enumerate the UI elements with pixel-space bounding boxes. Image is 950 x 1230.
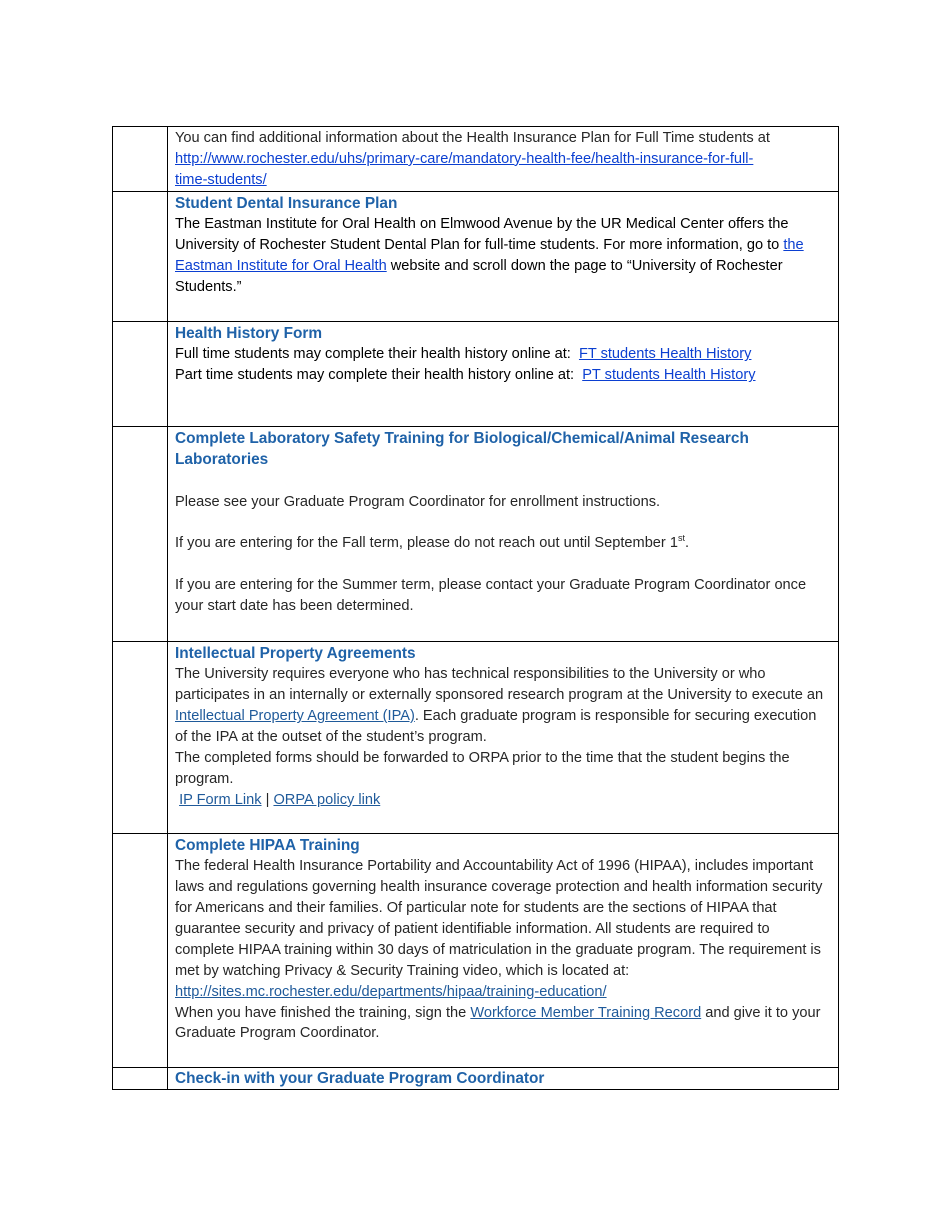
ipa-link[interactable]: Intellectual Property Agreement (IPA) [175, 708, 415, 725]
checkbox-cell [113, 426, 168, 641]
checkbox-cell [113, 641, 168, 833]
coordinator-checkin-heading: Check-in with your Graduate Program Coordinator [175, 1069, 545, 1087]
ip-agreements-text: The University requires everyone who has technical responsibilities to the University or who participates in an internally or externally sponsored research program at the University to execute an [175, 666, 824, 704]
ft-health-history-link[interactable]: FT students Health History [578, 346, 752, 363]
insurance-info-text: You can find additional information about the Health Insurance Plan for Full Time students at [175, 130, 770, 146]
hipaa-heading: Complete HIPAA Training [175, 836, 360, 854]
content-cell [168, 426, 839, 641]
workforce-training-record-link[interactable]: Workforce Member Training Record [470, 1004, 702, 1021]
hipaa-signoff-text-end: and give it to your Graduate Program Coordinator. [175, 1004, 821, 1042]
pt-health-history-text: Part time students may complete their health history online at: [175, 367, 575, 384]
orpa-forward-text: The completed forms should be forwarded to ORPA prior to the time that the student begins the program. [175, 749, 790, 787]
orpa-policy-link[interactable]: ORPA policy link [273, 791, 381, 808]
table-row [113, 641, 839, 833]
table-row [113, 321, 839, 426]
requirements-table [112, 126, 839, 1090]
content-cell [168, 127, 839, 192]
checkbox-cell [113, 833, 168, 1067]
table-row [113, 127, 839, 192]
table-row [113, 1067, 839, 1090]
health-history-heading: Health History Form [175, 324, 323, 342]
ip-agreements-text-end: . Each graduate program is responsible for securing execution of the IPA at the outset of the student’s program. [175, 708, 817, 745]
lab-safety-heading: Complete Laboratory Safety Training for Biological/Chemical/Animal Research Laboratories [175, 429, 749, 469]
table-row [113, 426, 839, 641]
hipaa-training-link[interactable]: http://sites.mc.rochester.edu/departments/hipaa/training-education/ [175, 983, 607, 1000]
table-row [113, 191, 839, 321]
hipaa-signoff-text: When you have finished the training, sign the [175, 1004, 467, 1021]
pt-health-history-link[interactable]: PT students Health History [582, 367, 756, 384]
link-separator: | [265, 791, 270, 808]
content-cell [168, 641, 839, 833]
checkbox-cell [113, 191, 168, 321]
checkbox-cell [113, 127, 168, 192]
ip-agreements-heading: Intellectual Property Agreements [175, 644, 416, 662]
dental-plan-text: The Eastman Institute for Oral Health on Elmwood Avenue by the UR Medical Center offers the University of Rochester Student Dental Plan for full-time students. For more information, go to [175, 216, 789, 254]
hipaa-text: The federal Health Insurance Portability and Accountability Act of 1996 (HIPAA), includes important laws and regulations governing health insurance coverage protection and health information security for Americans and their families. Of particular note for students are the sections of HIPAA that guarantee security and privacy of patient identifiable information. All students are required to complete HIPAA training within 30 days of matriculation in the graduate program. The requirement is met by watching Privacy & Security Training video, which is located at: [175, 858, 823, 979]
health-insurance-link[interactable]: http://www.rochester.edu/uhs/primary-care/mandatory-health-fee/health-insurance-for-full- time-students/ [175, 150, 754, 188]
lab-safety-enrollment-text: Please see your Graduate Program Coordinator for enrollment instructions. [175, 493, 661, 510]
lab-safety-fall-text: If you are entering for the Fall term, please do not reach out until September 1st. [175, 533, 690, 552]
table-row [113, 833, 839, 1067]
ip-form-link[interactable]: IP Form Link [179, 791, 262, 808]
content-cell [168, 321, 839, 426]
ft-health-history-text: Full time students may complete their health history online at: [175, 346, 571, 363]
lab-safety-summer-text: If you are entering for the Summer term, please contact your Graduate Program Coordinator once your start date has been determined. [175, 577, 807, 615]
checkbox-cell [113, 321, 168, 426]
checkbox-cell [113, 1067, 168, 1090]
eastman-institute-link[interactable]: the Eastman Institute for Oral Health [175, 237, 804, 275]
dental-plan-text-end: website and scroll down the page to “University of Rochester Students.” [175, 258, 783, 295]
content-cell [168, 191, 839, 321]
content-cell [168, 833, 839, 1067]
dental-plan-heading: Student Dental Insurance Plan [175, 194, 398, 212]
content-cell [168, 1067, 839, 1090]
